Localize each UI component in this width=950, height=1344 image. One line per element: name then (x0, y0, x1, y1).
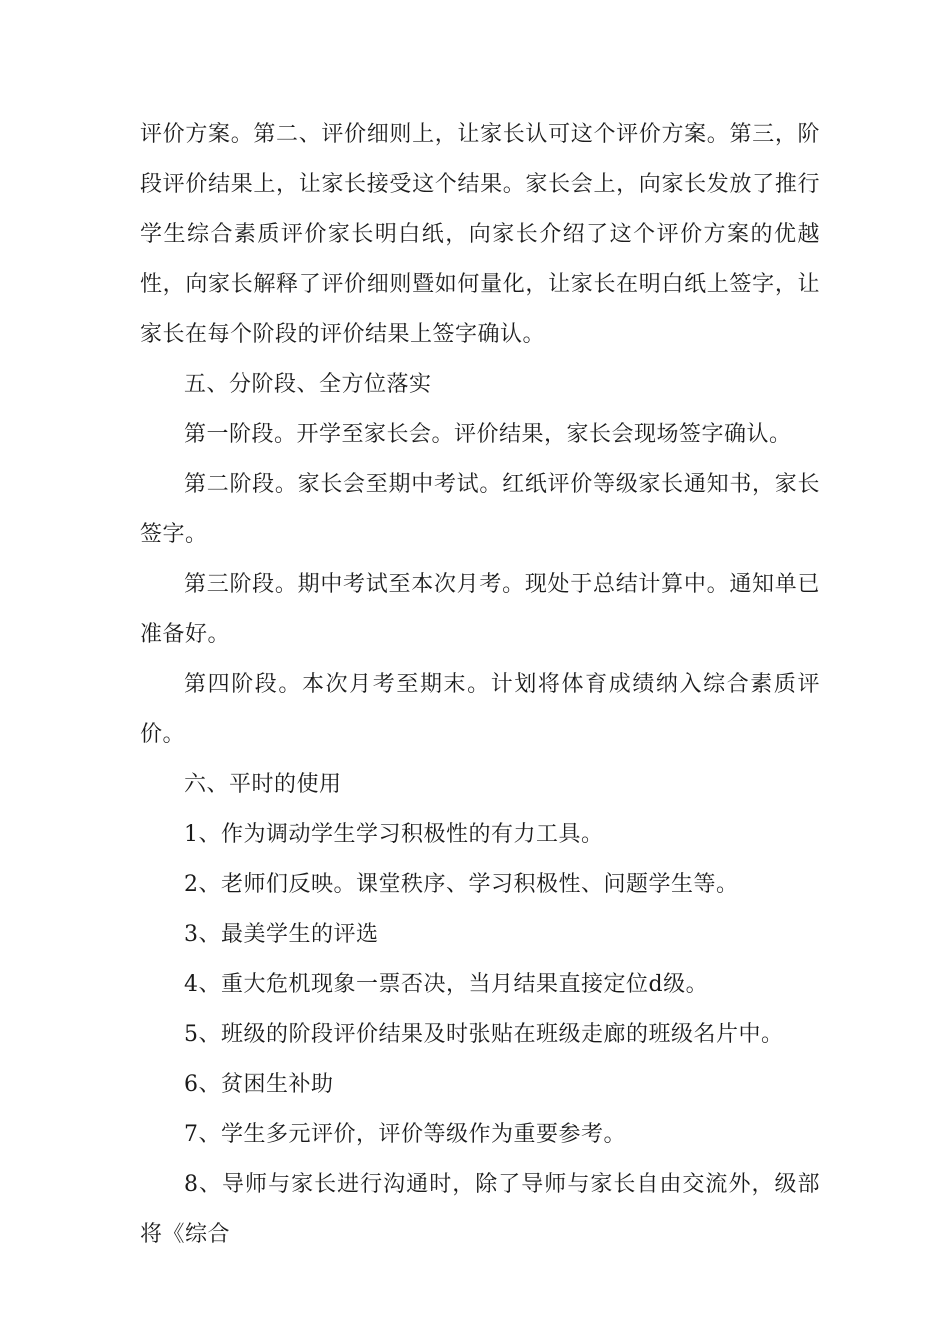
paragraph-stage-three: 第三阶段。期中考试至本次月考。现处于总结计算中。通知单已准备好。 (140, 572, 820, 647)
paragraph-stage-four: 第四阶段。本次月考至期末。计划将体育成绩纳入综合素质评价。 (140, 672, 820, 747)
paragraph-stage-two: 第二阶段。家长会至期中考试。红纸评价等级家长通知书，家长签字。 (140, 472, 820, 547)
list-item-3: 3、最美学生的评选 (184, 922, 379, 947)
list-item-8: 8、导师与家长进行沟通时，除了导师与家长自由交流外，级部将《综合 (140, 1172, 820, 1247)
heading-section-six: 六、平时的使用 (184, 772, 342, 797)
list-item-7: 7、学生多元评价，评价等级作为重要参考。 (184, 1122, 626, 1147)
paragraph-stage-one: 第一阶段。开学至家长会。评价结果，家长会现场签字确认。 (184, 422, 792, 447)
list-item-2: 2、老师们反映。课堂秩序、学习积极性、问题学生等。 (184, 872, 739, 897)
list-item-1: 1、作为调动学生学习积极性的有力工具。 (184, 822, 604, 847)
list-item-6: 6、贫困生补助 (184, 1072, 334, 1097)
paragraph-evaluation-plan: 评价方案。第二、评价细则上，让家长认可这个评价方案。第三，阶段评价结果上，让家长接受这个结果。家长会上，向家长发放了推行学生综合素质评价家长明白纸，向家长介绍了这个评价方案的优越性，向家长解释了评价细则暨如何量化，让家长在明白纸上签字，让家长在每个阶段的评价结果上签字确认。 (140, 122, 820, 347)
heading-section-five: 五、分阶段、全方位落实 (184, 372, 432, 397)
document-body (140, 110, 820, 1260)
list-item-5: 5、班级的阶段评价结果及时张贴在班级走廊的班级名片中。 (184, 1022, 784, 1047)
list-item-4: 4、重大危机现象一票否决，当月结果直接定位d级。 (184, 972, 709, 997)
